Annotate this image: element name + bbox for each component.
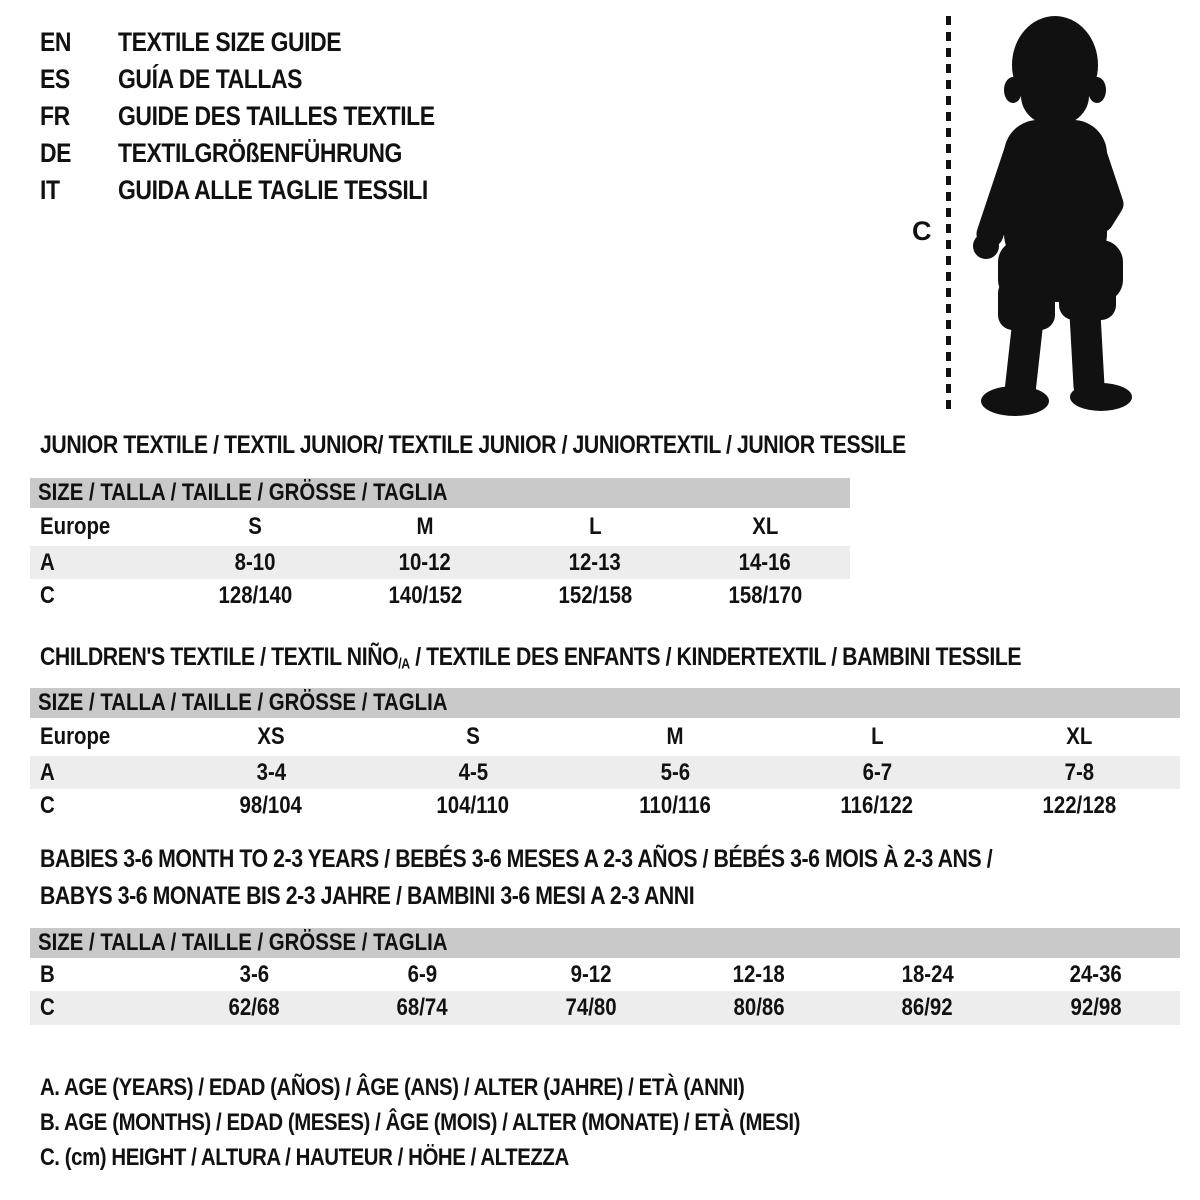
language-row-it bbox=[40, 172, 491, 209]
table-cell: 6-9 bbox=[407, 960, 438, 988]
legend-line-a: A. AGE (YEARS) / EDAD (AÑOS) / ÂGE (ANS) / ALTER (JAHRE) / ETÀ (ANNI) bbox=[40, 1073, 745, 1101]
region-label: Europe bbox=[40, 513, 111, 540]
language-row-es bbox=[40, 61, 491, 98]
size-column-header: L bbox=[588, 513, 602, 540]
table-cell: 4-5 bbox=[458, 758, 488, 786]
table-cell: 14-16 bbox=[738, 548, 792, 576]
table-row-height-cm bbox=[30, 991, 1180, 1025]
table-cell: 116/122 bbox=[840, 792, 914, 819]
table-cell: 7-8 bbox=[1064, 758, 1094, 786]
table-cell: 86/92 bbox=[901, 994, 954, 1021]
table-row-columns bbox=[30, 508, 850, 546]
baby-silhouette-icon bbox=[962, 8, 1148, 420]
table-cell: 6-7 bbox=[862, 758, 892, 786]
size-column-header: XS bbox=[257, 723, 285, 750]
table-cell: 5-6 bbox=[660, 758, 690, 786]
size-column-header: S bbox=[248, 513, 262, 540]
table-cell: 128/140 bbox=[218, 582, 292, 609]
table-cell: 24-36 bbox=[1069, 960, 1122, 988]
size-column-header: XL bbox=[751, 513, 779, 540]
table-row-age-years bbox=[30, 756, 1180, 789]
table-cell: 68/74 bbox=[396, 994, 449, 1021]
language-code: EN bbox=[40, 27, 72, 57]
children-section-title: CHILDREN'S TEXTILE / TEXTIL $NIÑO_{/A}$ / TEXTILE DES ENFANTS / KINDERTEXTIL / BAMBINI TESSILE bbox=[40, 643, 1022, 673]
measurement-legend bbox=[40, 1070, 934, 1175]
table-cell: 92/98 bbox=[1070, 994, 1122, 1021]
table-row-height-cm bbox=[30, 789, 1180, 823]
table-cell: 8-10 bbox=[234, 548, 276, 576]
table-cell: 110/116 bbox=[639, 792, 711, 819]
babies-size-table bbox=[30, 928, 1180, 1025]
table-cell: 3-4 bbox=[256, 758, 286, 786]
table-cell: 62/68 bbox=[228, 994, 280, 1021]
row-label: C bbox=[40, 582, 55, 609]
size-column-header: XL bbox=[1065, 723, 1093, 750]
language-title: GUIDA ALLE TAGLIE TESSILI bbox=[118, 175, 428, 205]
table-cell: 3-6 bbox=[239, 960, 269, 988]
height-measure-dashed-line bbox=[946, 16, 951, 416]
language-code: IT bbox=[40, 175, 60, 205]
row-label: A bbox=[40, 548, 55, 576]
table-cell: 10-12 bbox=[398, 548, 452, 576]
children-size-table bbox=[30, 688, 1180, 823]
region-label: Europe bbox=[40, 723, 111, 750]
size-column-header: S bbox=[466, 723, 480, 750]
size-column-header: M bbox=[416, 513, 434, 540]
table-cell: 140/152 bbox=[388, 582, 462, 609]
language-code: DE bbox=[40, 138, 72, 168]
row-label: A bbox=[40, 758, 55, 786]
junior-size-table bbox=[30, 478, 850, 613]
size-column-header: L bbox=[870, 723, 884, 750]
table-row-age-years bbox=[30, 546, 850, 579]
table-cell: 9-12 bbox=[570, 960, 612, 988]
babies-section-title: BABIES 3-6 MONTH TO 2-3 YEARS / BEBÉS 3-6 MESES A 2-3 AÑOS / BÉBÉS 3-6 MOIS À 2-3 ANS / BABYS 3-6 MONATE BIS 2-3 JAHRE / BAMBINI 3-6 MESI A 2-3 ANNI bbox=[40, 845, 993, 910]
language-title: TEXTILGRÖßENFÜHRUNG bbox=[118, 138, 402, 168]
size-header-band: SIZE / TALLA / TAILLE / GRÖSSE / TAGLIA bbox=[30, 928, 1180, 958]
table-row-height-cm bbox=[30, 579, 850, 613]
table-cell: 122/128 bbox=[1042, 792, 1116, 819]
table-cell: 74/80 bbox=[565, 994, 617, 1021]
height-marker-label: C bbox=[912, 216, 932, 246]
language-code: ES bbox=[40, 64, 70, 94]
size-header-band: SIZE / TALLA / TAILLE / GRÖSSE / TAGLIA bbox=[30, 478, 850, 508]
table-cell: 18-24 bbox=[901, 960, 954, 988]
table-row-columns bbox=[30, 718, 1180, 756]
table-cell: 80/86 bbox=[733, 994, 785, 1021]
table-row-age-months bbox=[30, 958, 1180, 991]
table-cell: 12-18 bbox=[733, 960, 786, 988]
table-cell: 98/104 bbox=[239, 792, 303, 819]
row-label: B bbox=[40, 960, 55, 988]
language-row-de bbox=[40, 135, 491, 172]
size-header-band: SIZE / TALLA / TAILLE / GRÖSSE / TAGLIA bbox=[30, 688, 1180, 718]
language-title: GUÍA DE TALLAS bbox=[118, 64, 303, 94]
row-label: C bbox=[40, 792, 55, 819]
language-row-fr bbox=[40, 98, 491, 135]
junior-section-title: JUNIOR TEXTILE / TEXTIL JUNIOR/ TEXTILE JUNIOR / JUNIORTEXTIL / JUNIOR TESSILE bbox=[40, 431, 906, 459]
size-column-header: M bbox=[666, 723, 684, 750]
language-title: TEXTILE SIZE GUIDE bbox=[118, 27, 342, 57]
table-cell: 158/170 bbox=[728, 582, 802, 609]
language-title: GUIDE DES TAILLES TEXTILE bbox=[118, 101, 435, 131]
language-row-en bbox=[40, 24, 491, 61]
table-cell: 152/158 bbox=[558, 582, 632, 609]
language-title-list bbox=[40, 24, 491, 209]
table-cell: 12-13 bbox=[568, 548, 622, 576]
nino-a-subscript: /A bbox=[398, 656, 410, 673]
legend-line-c: C. (cm) HEIGHT / ALTURA / HAUTEUR / HÖHE / ALTEZZA bbox=[40, 1143, 569, 1171]
legend-line-b: B. AGE (MONTHS) / EDAD (MESES) / ÂGE (MOIS) / ALTER (MONATE) / ETÀ (MESI) bbox=[40, 1108, 801, 1136]
table-cell: 104/110 bbox=[436, 792, 510, 819]
language-code: FR bbox=[40, 101, 70, 131]
row-label: C bbox=[40, 994, 55, 1021]
